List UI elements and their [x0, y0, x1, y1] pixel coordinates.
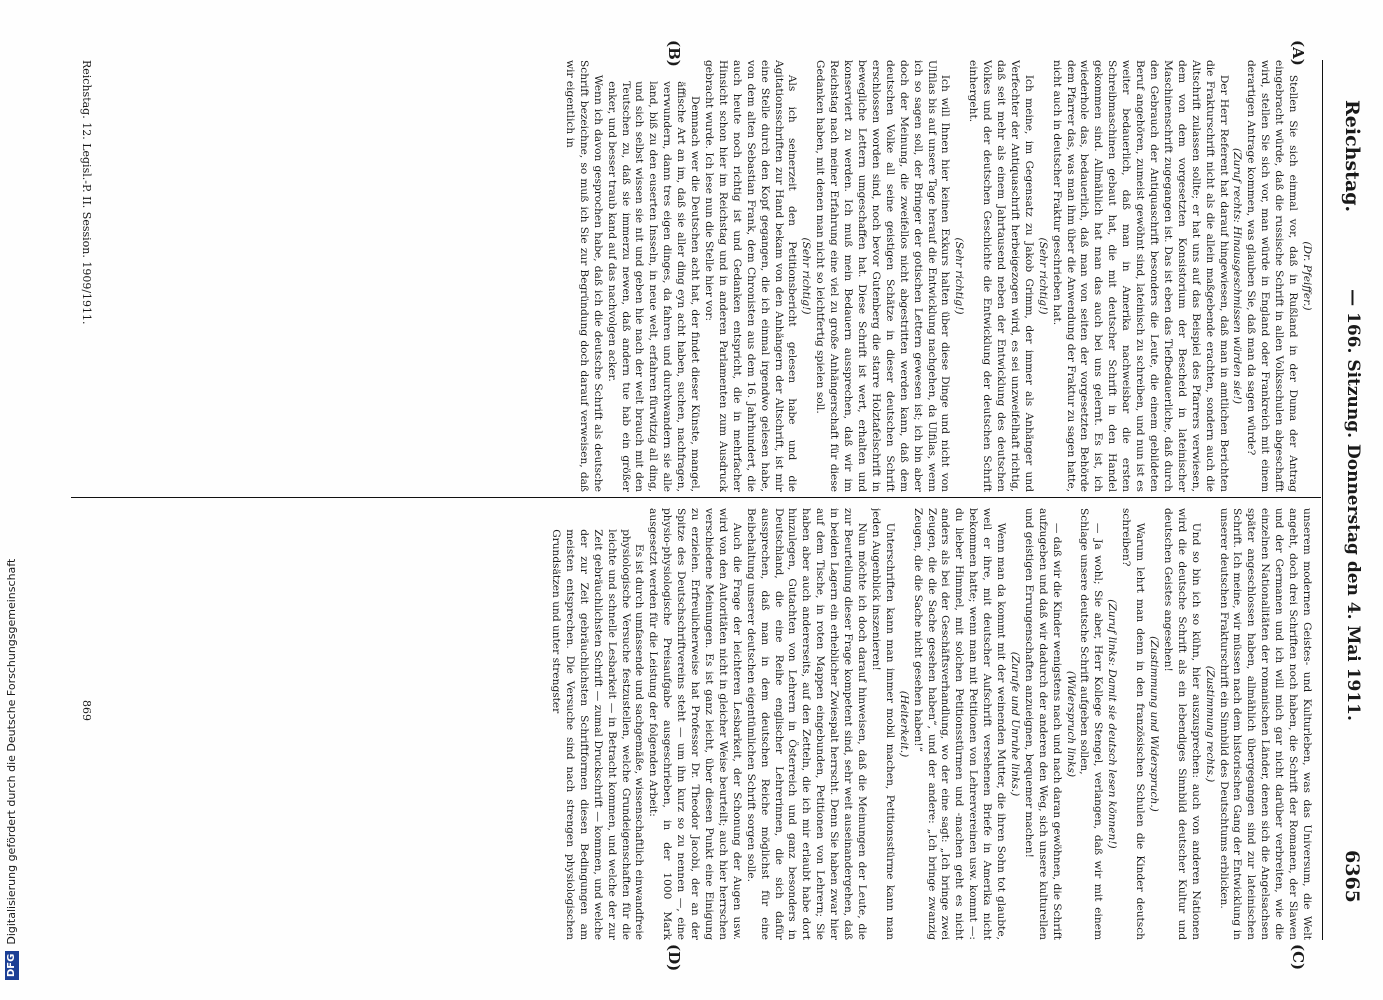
right-text-column [103, 508, 1313, 940]
header-rule [1322, 60, 1323, 940]
header-page-number: 6365 [1341, 850, 1363, 903]
interjection: (Zurufe und Unruhe links.) [1008, 651, 1021, 797]
interjection: (Sehr richtig!) [1036, 237, 1049, 315]
paragraph: Der Herr Referent hat darauf hingewiesen, daß man in amtlichen Berichten die Frakturschrift nicht als die allein maßgebende erachten, sondern auch die Altschrift zulassen sollte; er hat uns auf das Beispiel des Pfarrers verwiesen, dem von dem vorgesetzten Konsistorium der Bescheid in lateinischer Maschinenschrift zugegangen ist. Das ist eben das Tiefbedauerliche, daß durch den Gebrauch der Antiquaschrift besonders die Leute, die einem gebildeten Beruf angehören, zumeist gewöhnt sind, lateinisch zu schreiben, und nun ist es weiter bedauerlich, daß man in Amerika nachweisbar die ersten Schreibmaschinen gebaut hat, die mit deutscher Schrift in den Handel gekommen sind. Allmählich hat man das auch bei uns gelernt. Es ist, ich wiederhole das, bedauerlich, daß man von seiten der vorgesetzten Behörde dem Pfarrer das, was man ihm über die Anwendung der Fraktur zu sagen hatte, nicht auch in deutscher Fraktur geschrieben hat. [1050, 60, 1230, 492]
paragraph: Stellen Sie sich einmal vor, daß in Rußland in der Duma der Antrag eingebracht würde, daß die russische Schrift in allen Volksschulen abgeschafft wird, stellen Sie sich vor, man würde in England oder Frankreich mit einem derartigen Antrage kommen, was glauben Sie, daß man da sagen würde? [1245, 60, 1300, 492]
paragraph: Wenn man da kommt mit der weinenden Mutter, die ihren Sohn tot glaubte, weil er ihre, mit deutscher Aufschrift versehenen Briefe in Amerika nicht bekommen hatte; wenn man mit Petitionen von Lehrervereinen usw. kommt —: du lieber Himmel, mit solchen Petitionsstürmen und -machen geht es nicht anders als bei der Geschäftsverhandlung, wo der eine sagt: „Ich bringe zwei Zeugen, die die Sache gesehen haben“, und der andere: „Ich bringe zwanzig Zeugen, die die Sache nicht gesehen haben!“ [911, 508, 1008, 940]
interjection: (Zuruf rechts: Hinausgeschmissen würden sie!) [1231, 148, 1244, 404]
left-text-column [103, 60, 1313, 492]
speaker-name: (Dr. Pfeiffer.) [1301, 241, 1313, 311]
interjection: (Sehr richtig!) [800, 237, 813, 315]
interjection: (Zustimmung und Widerspruch.) [1148, 636, 1161, 812]
paragraph: Ich meine, im Gegensatz zu Jakob Grimm, der immer als Anhänger und Verfechter der Antiquaschrift herbeigezogen wird, es sei unzweifelhaft richtig, daß seit mehr als einem Jahrtausend neben der Entwicklung des deutschen Volkes und der deutschen Geschichte die Entwicklung der deutschen Schrift einhergeht. [967, 60, 1035, 492]
interjection: (Heiterkeit.) [897, 690, 910, 758]
interjection: (Widerspruch links) [1064, 670, 1077, 778]
margin-letter-a: (A) [1289, 40, 1307, 66]
paragraph: Wenn ich davon gesprochen habe, daß ich die deutsche Schrift als deutsche Schrift bezeichne, so muß ich Sie zur Begründung doch darauf verweisen, daß wir eigentlich in [563, 60, 604, 492]
paragraph: — Ja wohl; Sie aber, Herr Kollege Stengel, verlangen, daß wir mit einem Schlage unsere deutsche Schrift aufgeben sollen, [1078, 508, 1105, 940]
paragraph: unserem modernen Geistes- und Kulturleben, was das Universum, die Welt angeht, doch drei Schriften noch haben, die Schrift der Romanen, der Slawen und der Germanen und ich will mich gar nicht darüber verbreiten, wie die einzelnen Nationalitäten der romanischen Länder, denen sich die Angelsachsen später angeschlossen haben, allmählich übergegangen sind zur lateinischen Schrift. Ich meine, wir müssen nach dem historischen Gang der Entwicklung in unserer deutschen Frakturschrift ein Sinnbild des Deutschtums erblicken. [1217, 508, 1313, 940]
paragraph: Als ich seinerzeit den Petitionsbericht gelesen habe und die Agitationsschriften zur Hand bekam von den Anhängern der Altschrift, ist mir eine Stelle durch den Kopf gegangen, die ich einmal irgendwo gelesen habe, von dem alten Sebastian Frank, dem Chronisten aus dem 16. Jahrhundert, die auch heute noch richtig ist und Gedanken entspricht, die in mehrfacher Hinsicht schon hier im Reichstag und in anderen Parlamenten zum Ausdruck gebracht wurde. Ich lese nun die Stelle hier vor: [703, 60, 799, 492]
margin-letter-c: (C) [1289, 944, 1307, 971]
paragraph: Unterschriften kann man immer mobil machen, Petitionsstürme kann man jeden Augenblick inszenieren! [869, 508, 896, 940]
paragraph: Auch die Frage der leichteren Lesbarkeit, der Schonung der Augen usw. wird von den Autoritäten nicht in gleicher Weise beurteilt; auch hier herrschen verschiedene Meinungen. Es ist ganz leicht, über diesen Punkt eine Einigung zu erzielen. Erfreulicherweise hat Professor Dr. Theodor Jacobi, der an der Spitze des Deutschschriftvereins steht — um ihn kurz so zu nennen —, eine physio-physiologische Preisaufgabe ausgeschrieben, in der 1000 Mark ausgesetzt werden für die Leistung der folgenden Arbeit: [647, 508, 743, 940]
paragraph: Ich will Ihnen hier keinen Exkurs halten über diese Dinge und nicht von Ulfilas bis auf unsere Tage herauf die Entwicklung nachgehen, da Ulfilas, wenn ich so sagen soll, der Bringer der gotischen Lettern gewesen ist; ich bin aber doch der Meinung, die zweifellos nicht abgestritten werden kann, daß dem deutschen Volke all seine geistigen Schätze in dieser deutschen Schrift erschlossen worden sind, noch bevor Gutenberg die starre Holztafelschrift in bewegliche Lettern umgeschaffen hat. Diese Schrift ist wert, erhalten und konserviert zu werden. Ich muß mein Bedauern aussprechen, daß wir im Reichstag nach meiner Erfahrung eine viel zu große Anhängerschaft für diese Gedanken haben, mit denen man nicht so leichtfertig spielen soll. [814, 60, 952, 492]
footer-legislature-info: Reichstag. 12. Legisl.-P. II. Session. 1909/1911. [80, 60, 93, 325]
paragraph: Und so bin ich so kühn, hier auszusprechen: auch von anderen Nationen wird die deutsche Schrift als ein lebendiges Sinnbild deutscher Kultur und deutschen Geistes angesehen! [1161, 508, 1202, 940]
interjection: (Sehr richtig!) [953, 237, 966, 315]
footer-page-number: 869 [80, 700, 93, 721]
funding-note-text: Digitalisierung gefördert durch die Deutsche Forschungsgemeinschaft [5, 558, 18, 945]
dfg-logo: DFG [5, 951, 19, 980]
interjection: (Zuruf links: Damit sie deutsch lesen können!) [1106, 599, 1119, 849]
paragraph: Nun möchte ich doch darauf hinweisen, daß die Meinungen der Leute, die zur Beurteilung dieser Frage kompetent sind, sehr weit auseinandergehen, daß in beiden Lagern ein erheblicher Zwiespalt herrscht. Denn Sie haben zwar hier auf dem Tische, in roten Mappen eingebunden, Petitionen von Lehrern; Sie haben aber auch andererseits, auf den Zetteln, die ich mir erlaubt habe dort hinzulegen, Gutachten von Lehrern in Österreich und ganz besonders in Deutschland, die eine Reihe englischer Lehrerinnen, die sich dafür aussprechen, daß man in dem deutschen Reiche möglichst für eine Beibehaltung unserer deutschen eigentümlichen Schrift sorgen solle. [744, 508, 868, 940]
interjection: (Zustimmung rechts.) [1203, 665, 1216, 783]
block-quote: Demnach wer die Deutschen acht hat, der findet dieser Künste, mangel, äffische Art an im, daß sie aller ding eyn acht haben, suchen, nachfragen, verwundern, dann tres eigen dinges, da fahren und durchwandern sie alle land, biß zu den euserten Insseln, in neue welt, erfahren fürwitzig all ding, und sich selbst wissen sie nit und geben hie nach der welt brauch mit den Teutschen zu, daß sie immerzu newen, daß andern tue hab ein größer enker, und besser traub kand auf das nachvolgen acker. [605, 81, 702, 492]
column-divider [71, 497, 1321, 498]
margin-letter-b: (B) [665, 40, 683, 67]
funding-note [0, 0, 24, 1000]
margin-letter-d: (D) [665, 944, 683, 972]
paragraph: Warum lehrt man denn in den französischen Schulen die Kinder deutsch schreiben? [1120, 508, 1147, 940]
header-left: Reichstag. [1341, 100, 1363, 213]
block-quote: Es ist durch umfassende und sachgemäße, wissenschaftlich einwandfreie physiologische Versuche festzustellen, welche Grundeigenschaften für die leichte und schnelle Lesbarkeit — in Betracht kommen, und welche der zur Zeit gebräuchlichsten Schrift — zumal Druckschrift — kommen, und welche der zur Zeit gebräuchlichsten Schriftformen diesen Bedingungen am meisten entsprechen. Die Versuche sind nach strengen physiologischen Grundsätzen und unter strengster [550, 529, 646, 940]
header-session-title: — 166. Sitzung. Donnerstag den 4. Mai 1911. [1343, 289, 1363, 721]
paragraph: — daß wir die Kinder wenigstens nach und nach daran gewöhnen, die Schrift aufzugeben und daß wir dadurch der anderen den Weg, sich unsere kulturellen und geistigen Errungenschaften anzueignen, bequemer machen! [1022, 508, 1063, 940]
